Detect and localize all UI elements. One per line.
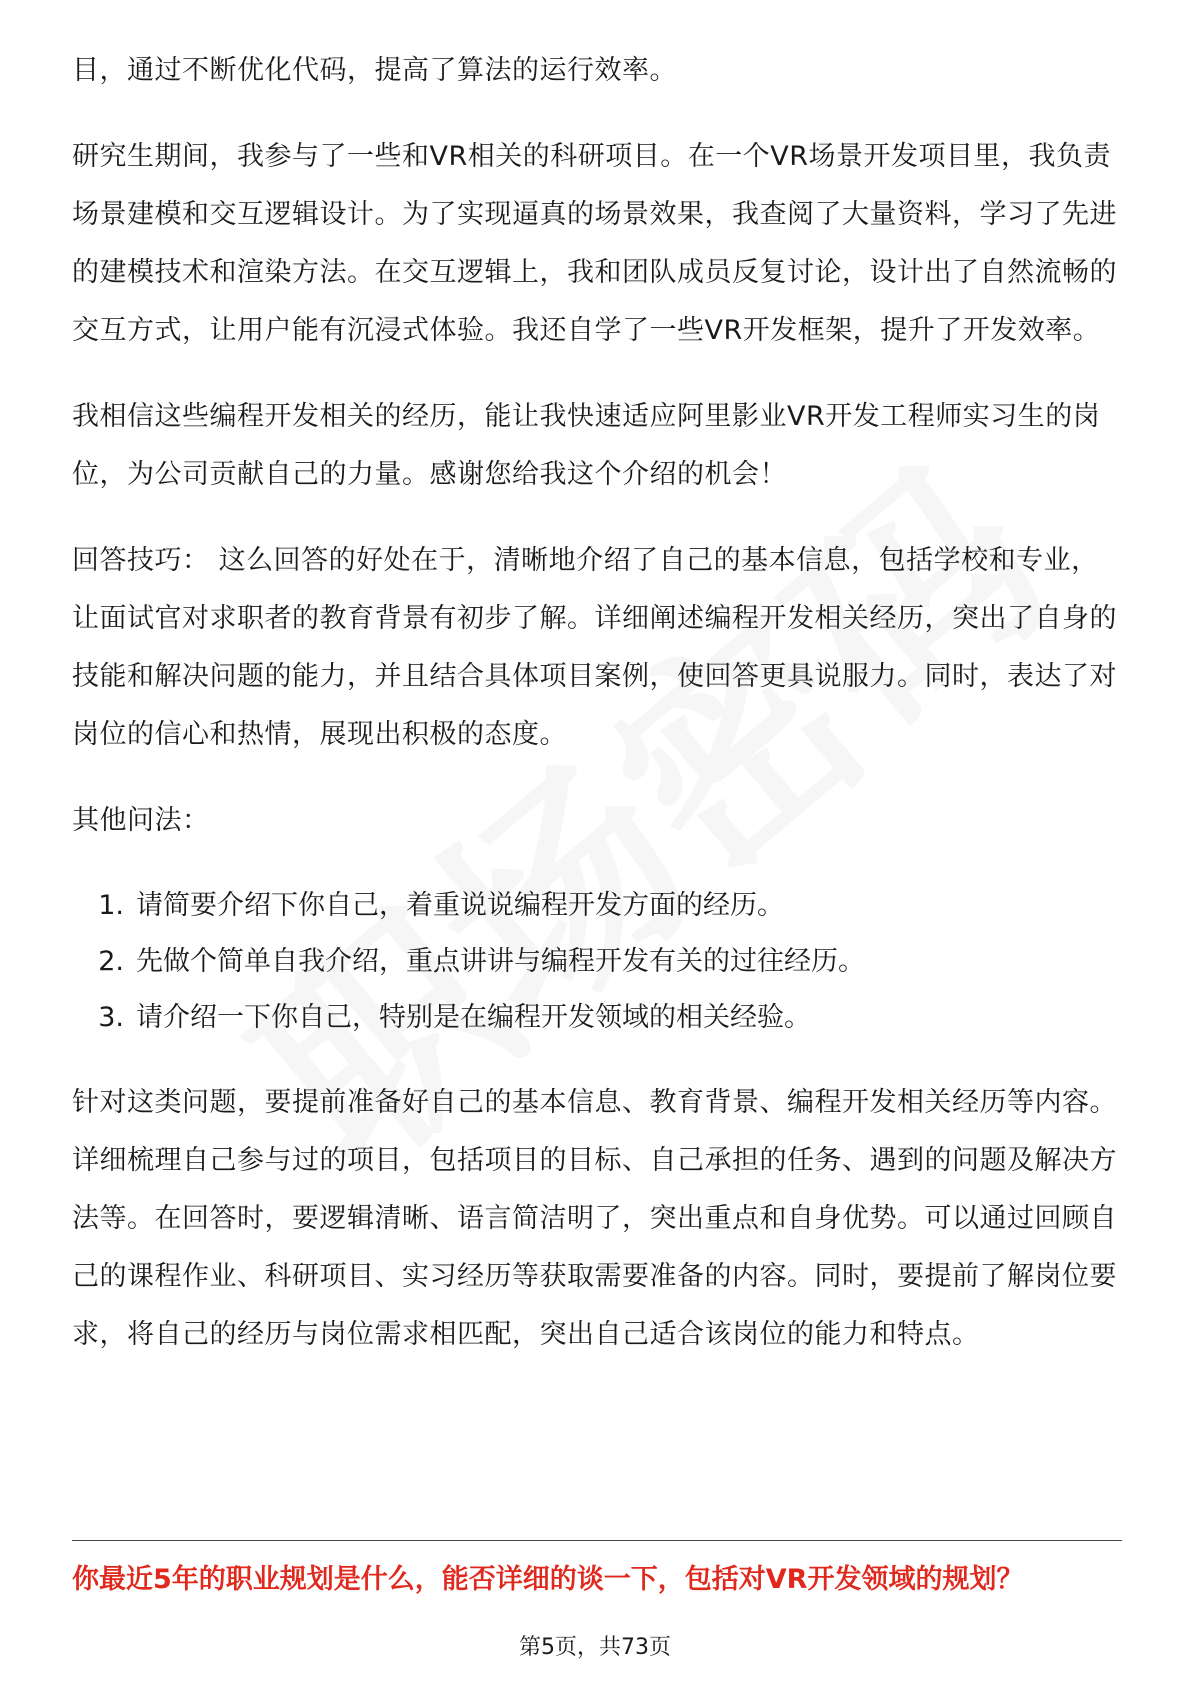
list-item	[72, 934, 1122, 990]
document-body	[72, 42, 1122, 1392]
paragraph-advice: 针对这类问题，要提前准备好自己的基本信息、教育背景、编程开发相关经历等内容。详细梳理自己参与过的项目，包括项目的目标、自己承担的任务、遇到的问题及解决方法等。在回答时，要逻辑清晰、语言简洁明了，突出重点和自身优势。可以通过回顾自己的课程作业、科研项目、实习经历等获取需要准备的内容。同时，要提前了解岗位要求，将自己的经历与岗位需求相匹配，突出自己适合该岗位的能力和特点。	[72, 1087, 1117, 1350]
section-divider	[72, 1540, 1122, 1541]
paragraph-closing: 我相信这些编程开发相关的经历，能让我快速适应阿里影业VR开发工程师实习生的岗位，为公司贡献自己的力量。感谢您给我这个介绍的机会！	[72, 401, 1101, 490]
page-number-footer: 第5页，共73页	[519, 1635, 671, 1660]
paragraph-answer-tips: 回答技巧： 这么回答的好处在于，清晰地介绍了自己的基本信息，包括学校和专业，让面试官对求职者的教育背景有初步了解。详细阐述编程开发相关经历，突出了自身的技能和解决问题的能力，并且结合具体项目案例，使回答更具说服力。同时，表达了对岗位的信心和热情，展现出积极的态度。	[72, 545, 1117, 750]
list-text: 请简要介绍下你自己，着重说说编程开发方面的经历。	[136, 890, 784, 921]
next-question-heading: 你最近5年的职业规划是什么，能否详细的谈一下，包括对VR开发领域的规划？	[72, 1564, 1024, 1595]
list-number: 1.	[98, 890, 124, 921]
paragraph-research: 研究生期间，我参与了一些和VR相关的科研项目。在一个VR场景开发项目里，我负责场景建模和交互逻辑设计。为了实现逼真的场景效果，我查阅了大量资料，学习了先进的建模技术和渲染方法。在交互逻辑上，我和团队成员反复讨论，设计出了自然流畅的交互方式，让用户能有沉浸式体验。我还自学了一些VR开发框架，提升了开发效率。	[72, 141, 1117, 346]
list-number: 3.	[98, 1002, 124, 1033]
list-text: 先做个简单自我介绍，重点讲讲与编程开发有关的过往经历。	[136, 946, 865, 977]
list-item	[72, 990, 1122, 1046]
list-item	[72, 878, 1122, 934]
list-number: 2.	[98, 946, 124, 977]
other-questions-list	[72, 878, 1122, 1046]
list-text: 请介绍一下你自己，特别是在编程开发领域的相关经验。	[136, 1002, 811, 1033]
other-questions-label: 其他问法：	[72, 805, 210, 836]
paragraph-continuation: 目，通过不断优化代码，提高了算法的运行效率。	[72, 55, 677, 86]
